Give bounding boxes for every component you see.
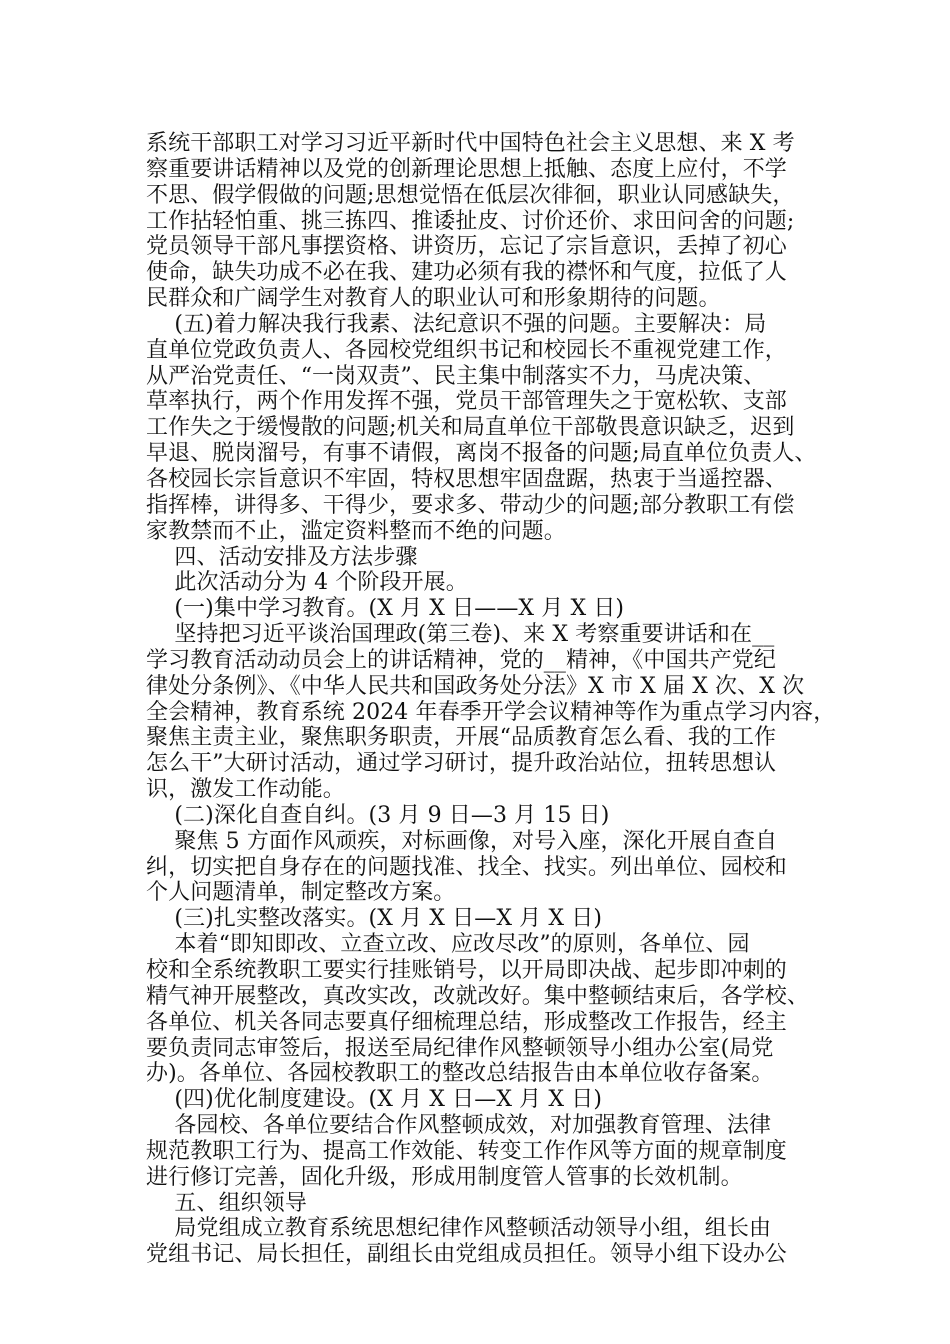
text-line: 系统干部职工对学习习近平新时代中国特色社会主义思想、来 X 考 — [146, 131, 795, 156]
text-line: 坚持把习近平谈治国理政(第三卷)、来 X 考察重要讲话和在__ — [146, 622, 775, 648]
subsection-heading: (三)扎实整改落实。(X 月 X 日—X 月 X 日) — [146, 906, 603, 932]
text-line: 察重要讲话精神以及党的创新理论思想上抵触、态度上应付，不学 — [146, 156, 787, 182]
subsection-heading: (一)集中学习教育。(X 月 X 日——X 月 X 日) — [146, 596, 625, 622]
text-line: 校和全系统教职工要实行挂账销号，以开局即决战、起步即冲刺的 — [146, 958, 787, 983]
text-line: 草率执行，两个作用发挥不强，党员干部管理失之于宽松软、支部 — [146, 389, 787, 415]
text-line: 纠，切实把自身存在的问题找准、找全、找实。列出单位、园校和 — [146, 854, 787, 880]
text-line: 党员领导干部凡事摆资格、讲资历，忘记了宗旨意识，丢掉了初心 — [146, 234, 787, 260]
text-line: 党组书记、局长担任，副组长由党组成员担任。领导小组下设办公 — [146, 1242, 787, 1268]
text-line: 民群众和广阔学生对教育人的职业认可和形象期待的问题。 — [146, 286, 721, 312]
document-body — [146, 131, 836, 1268]
text-line: 使命，缺失功成不必在我、建功必须有我的襟怀和气度，拉低了人 — [146, 260, 787, 286]
text-line: 局党组成立教育系统思想纪律作风整顿活动领导小组，组长由 — [146, 1216, 772, 1242]
text-line: 怎么干”大研讨活动，通过学习研讨，提升政治站位，扭转思想认 — [146, 751, 777, 777]
text-line: 学习教育活动动员会上的讲话精神，党的__精神，《中国共产党纪 — [146, 647, 777, 673]
text-line: 识，激发工作动能。 — [146, 777, 345, 803]
text-line: 早退、脱岗溜号，有事不请假，离岗不报备的问题;局直单位负责人、 — [146, 441, 817, 467]
section-heading: 五、组织领导 — [146, 1190, 307, 1216]
text-line: 各单位、机关各同志要真仔细梳理总结，形成整改工作报告，经主 — [146, 1009, 787, 1035]
paragraph-heading-line: (五)着力解决我行我素、法纪意识不强的问题。主要解决：局 — [146, 311, 767, 337]
text-line: 指挥棒，讲得多、干得少，要求多、带动少的问题;部分教职工有偿 — [146, 492, 795, 518]
text-line: 从严治党责任、“一岗双责”、民主集中制落实不力，马虎决策、 — [146, 363, 766, 389]
subsection-heading: (二)深化自查自纠。(3 月 9 日—3 月 15 日) — [146, 802, 610, 828]
text-line: 工作拈轻怕重、挑三拣四、推诿扯皮、讨价还价、求田问舍的问题; — [146, 208, 795, 234]
subsection-heading: (四)优化制度建设。(X 月 X 日—X 月 X 日) — [146, 1087, 603, 1113]
text-line: 精气神开展整改，真改实改，改就改好。集中整顿结束后，各学校、 — [146, 983, 810, 1009]
text-line: 家教禁而不止，滥定资料整而不绝的问题。 — [146, 518, 566, 544]
text-line: 要负责同志审签后，报送至局纪律作风整顿领导小组办公室(局党 — [146, 1035, 774, 1061]
text-line: 工作失之于缓慢散的问题;机关和局直单位干部敬畏意识缺乏，迟到 — [146, 415, 795, 441]
section-heading: 四、活动安排及方法步骤 — [146, 544, 418, 570]
text-line: 本着“即知即改、立查立改、应改尽改”的原则，各单位、园 — [146, 932, 750, 958]
text-line: 聚焦 5 方面作风顽疾，对标画像，对号入座，深化开展自查自 — [146, 828, 778, 854]
text-line: 律处分条例》、《中华人民共和国政务处分法》X 市 X 届 X 次、X 次 — [146, 673, 805, 699]
text-line: 直单位党政负责人、各园校党组织书记和校园长不重视党建工作， — [146, 337, 787, 363]
text-line: 各园校、各单位要结合作风整顿成效，对加强教育管理、法律 — [146, 1113, 772, 1139]
text-line: 此次活动分为 4 个阶段开展。 — [146, 570, 468, 596]
text-line: 规范教职工行为、提高工作效能、转变工作作风等方面的规章制度 — [146, 1138, 787, 1164]
text-line: 全会精神，教育系统 2024 年春季开学会议精神等作为重点学习内容， — [146, 699, 836, 725]
text-line: 各校园长宗旨意识不牢固，特权思想牢固盘踞，热衷于当遥控器、 — [146, 466, 787, 492]
text-line: 聚焦主责主业，聚焦职务职责，开展“品质教育怎么看、我的工作 — [146, 725, 777, 751]
text-line: 进行修订完善，固化升级，形成用制度管人管事的长效机制。 — [146, 1164, 743, 1190]
text-line: 办)。各单位、各园校教职工的整改总结报告由本单位收存备案。 — [146, 1061, 774, 1087]
text-line: 个人问题清单，制定整改方案。 — [146, 880, 456, 906]
text-line: 不思、假学假做的问题;思想觉悟在低层次徘徊，职业认同感缺失， — [146, 182, 795, 208]
